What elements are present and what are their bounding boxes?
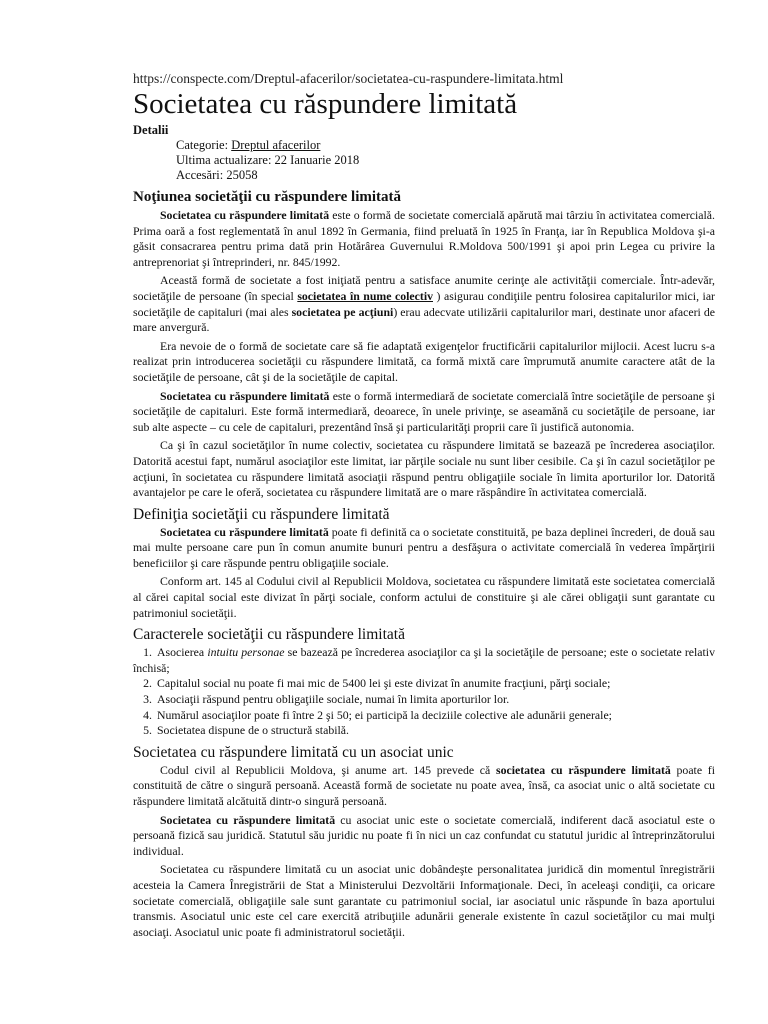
section-heading-characters: Caracterele societăţii cu răspundere limitată [133,626,405,644]
list-item [133,723,715,739]
paragraph [133,389,715,436]
list-number: 4. [143,707,152,722]
list-text: Societatea dispune de o structură stabilă. [157,723,349,738]
paragraph: Era nevoie de o formă de societate care să fie adaptată exigenţelor fructificării capitalurilor mijlocii. Acest lucru s-a realizat prin introducerea societăţii cu răspundere limitată, ca formă mixtă care împrumută anumite caractere atât de la societăţile de persoane, cât şi de la societăţile de capital. [133,338,715,384]
section-heading-single-associate: Societatea cu răspundere limitată cu un asociat unic [133,743,454,761]
paragraph-text: Această formă de societate a fost iniţiată pentru a satisface anumite cerinţe ale activităţii comerciale. Într-adevăr, societăţile de persoane (în special [133,273,715,303]
list-number: 5. [143,723,152,738]
list-text: Capitalul social nu poate fi mai mic de 5400 lei şi este divizat în anumite fracţiuni, părţi sociale; [157,676,611,691]
list-text: Numărul asociaţilor poate fi între 2 şi 50; ei participă la deciziile colective ale adunării generale; [157,707,612,722]
paragraph [133,763,715,810]
paragraph-text: ) erau adecvate utilizării capitalurilor mari, destinate unor afaceri de mare anvergură. [133,304,715,335]
bold-term: Societatea cu răspundere limitată [160,812,336,827]
paragraph [133,525,715,572]
meta-updated: Ultima actualizare: 22 Ianuarie 2018 [176,153,360,167]
section-heading-definition: Definiţia societăţii cu răspundere limitată [133,505,390,523]
paragraph-text: cu asociat unic este o societate comercială, indiferent dacă asociatul este o persoană fizică sau juridică. Statutul său juridic nu poate fi în nici un caz confundat cu statutul juridic al întreprinzătorului individual. [133,812,715,858]
paragraph-text: este o formă de societate comercială apărută mai târziu în activitatea comercială. Prima oară a fost reglementată în anul 1892 în Germania, fiind preluată în 1925 în Franţa, iar în Republica Moldova şi-a găsit consacrarea pentru prima dată prin Hotărârea Guvernului R.Moldova 500/1991 şi apoi prin Legea cu privire la antreprenoriat şi întreprinderi, nr. 845/1992. [133,208,715,269]
paragraph: Conform art. 145 al Codului civil al Republicii Moldova, societatea cu răspundere limitată este societatea comercială al cărei capital social este divizat în părţi sociale, conform actului de constituire şi ale cărei obligaţii sunt garantate cu patrimoniul societăţii. [133,574,715,620]
bold-term: societatea cu răspundere limitată [495,762,671,777]
list-text: Asocierea [157,645,208,660]
paragraph-text: Codul civil al Republicii Moldova, şi anume art. 145 prevede că [160,762,496,777]
paragraph [133,208,715,270]
category-link[interactable]: Dreptul afacerilor [231,138,321,152]
list-number: 3. [143,692,152,707]
list-item [133,676,715,692]
details-block [133,123,715,183]
list-text: Asociaţii răspund pentru obligaţiile sociale, numai în limita aporturilor lor. [157,692,510,707]
paragraph: Ca şi în cazul societăţilor în nume colectiv, societatea cu răspundere limitată se bazează pe încrederea asociaţilor. Datorită acestui fapt, numărul asociaţilor este limitat, iar părţile sociale nu sunt liber cesibile. Ca şi în cazul societăţilor pe acţiuni, în societatea cu răspundere limitată asociaţii răspund pentru obligaţiile sociale în limita aporturilor lor. Datorită avantajelor pe care le oferă, societatea cu răspundere limitată are o mare răspândire în activitatea comercială. [133,438,715,500]
list-item [133,645,715,676]
characters-list [133,645,715,739]
list-number: 2. [143,676,152,691]
page-title: Societatea cu răspundere limitată [133,88,518,120]
meta-hits: Accesări: 25058 [176,168,258,182]
paragraph: Societatea cu răspundere limitată cu un asociat unic dobândeşte personalitatea juridică din momentul înregistrării acesteia la Camera Înregistrării de Stat a Ministerului Dezvoltării Informaţionale. Deci, în aceleaşi condiţii, ca oricare societate comercială, obligaţiile sale sunt garantate cu patrimoniul social, iar asociatul unic răspunde în baza aportului transmis. Asociatul unic este cel care exercită atribuţiile adunării generale existente în cazul societăţilor cu mai mulţi asociaţi. Asociatul unic poate fi administratorul societăţii. [133,862,715,939]
bold-term: societatea pe acţiuni [291,304,394,319]
paragraph [133,273,715,335]
bold-term: Societatea cu răspundere limitată [160,208,330,222]
bold-term: Societatea cu răspundere limitată [160,388,330,403]
source-url[interactable]: https://conspecte.com/Dreptul-afacerilor/societatea-cu-raspundere-limitata.html [133,71,564,86]
meta-category [176,138,715,153]
section-heading-notion: Noţiunea societăţii cu răspundere limitată [133,189,402,205]
paragraph-text: poate fi definită ca o societate constituită, pe baza deplinei încrederi, de două sau mai multe persoane care pun în comun anumite bunuri pentru a desfăşura o activitate comercială în vederea împărţirii beneficiilor şi care răspunde pentru obligaţiile sociale. [133,524,715,570]
list-text: se bazează pe încrederea asociaţilor ca şi la societăţile de persoane; este o societate relativ închisă; [133,645,715,675]
list-number: 1. [143,645,152,660]
italic-term: intuitu personae [207,645,285,660]
details-label: Detalii [133,123,169,137]
list-item [133,708,715,724]
category-label: Categorie: [176,138,232,152]
link-societatea-in-nume-colectiv[interactable]: societatea în nume colectiv [297,288,433,303]
list-item [133,692,715,708]
paragraph-text: este o formă intermediară de societate comercială între societăţile de persoane şi societăţile de capitaluri. Este formă intermediară, deoarece, în unele privinţe, se aseamănă cu societăţile de persoane, iar sub alte aspecte – cu cele de capitaluri, prezentând însă şi particularităţi proprii care îi justifică autonomia. [133,388,715,434]
paragraph-text: poate fi constituită de către o singură persoană. Această formă de societate nu poate avea, însă, ca asociat unic o altă societate cu răspundere limitată alcătuită dintr-o singură persoană. [133,762,715,808]
document-page [133,70,715,943]
paragraph [133,813,715,860]
bold-term: Societatea cu răspundere limitată [160,524,329,539]
paragraph-text: ) asigurau condiţiile pentru folosirea capitalurilor mici, iar societăţile de capitaluri (mai ales [133,288,715,319]
